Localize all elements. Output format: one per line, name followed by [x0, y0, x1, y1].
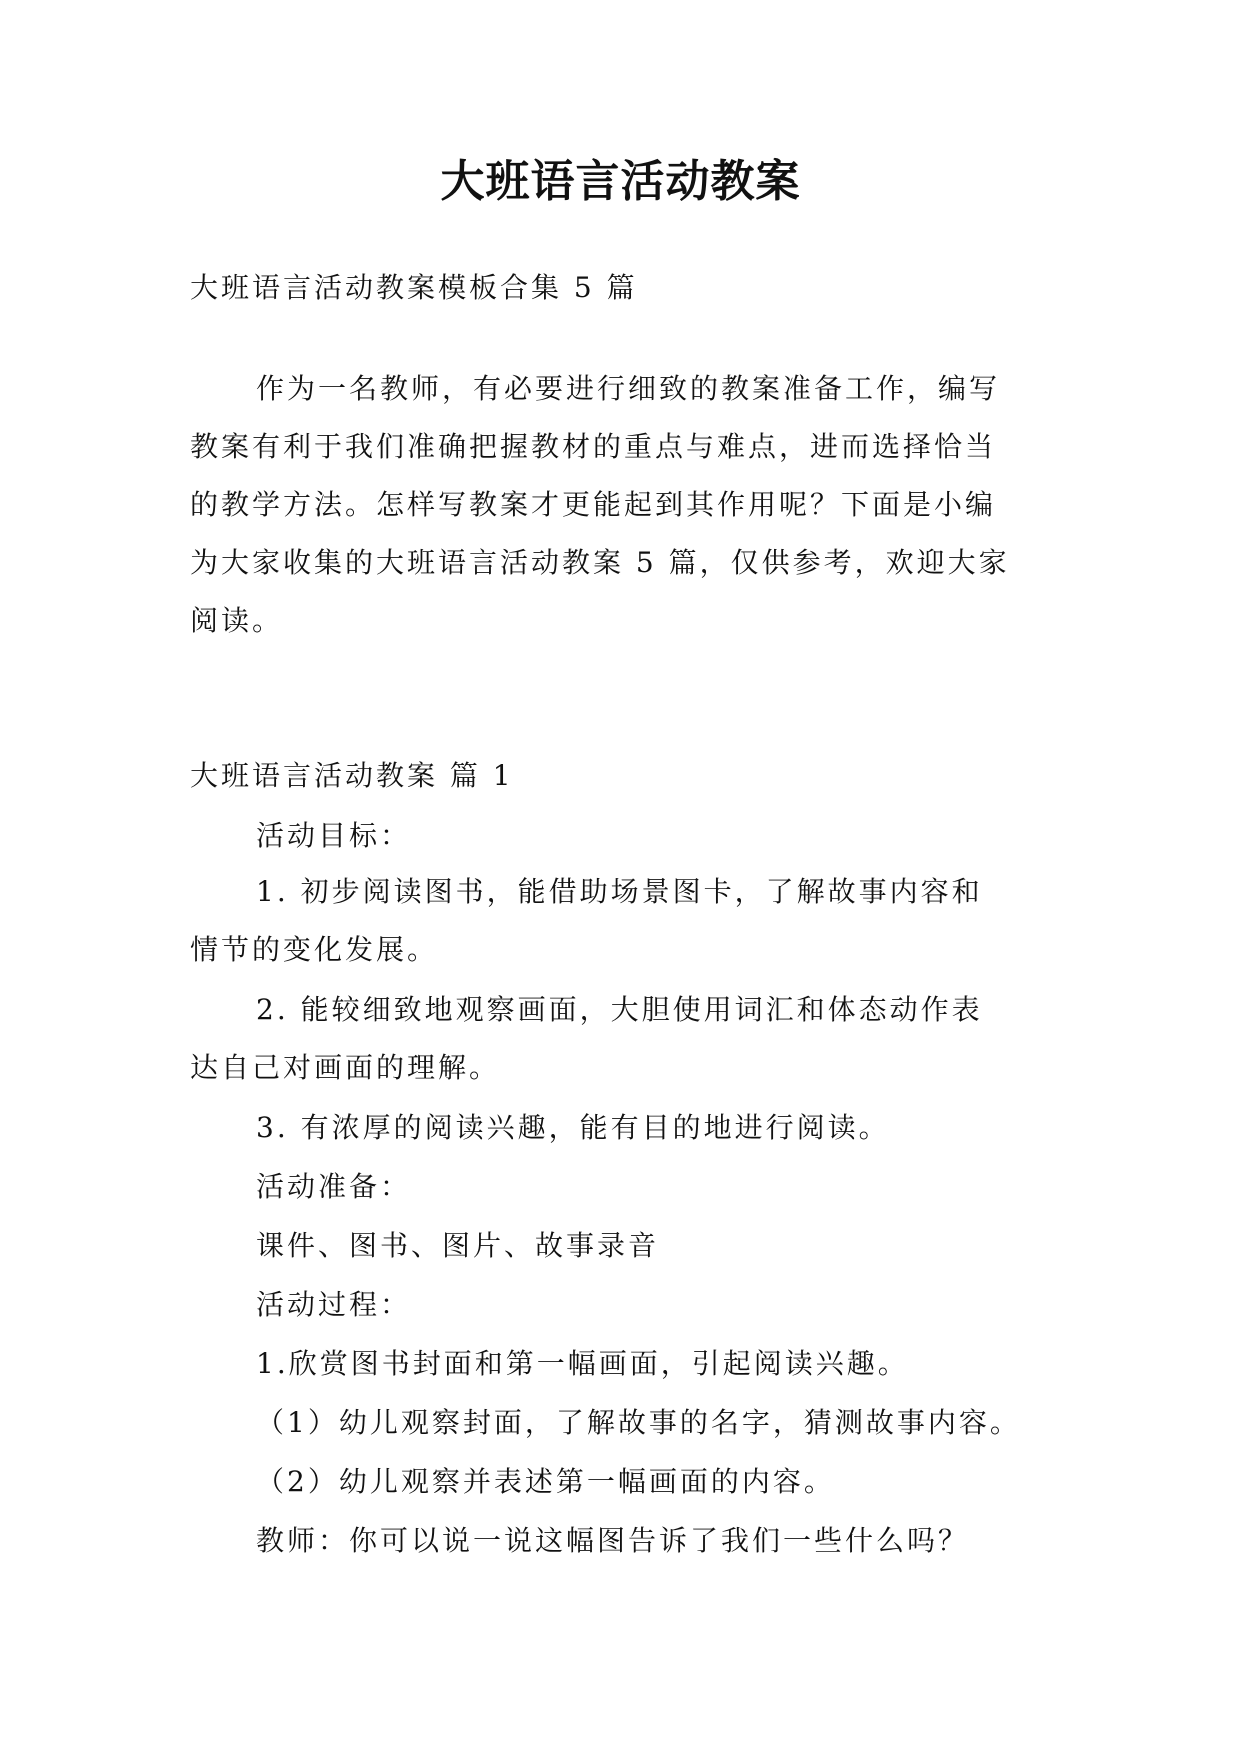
- goals-label: 活动目标：: [256, 819, 412, 852]
- document-title: 大班语言活动教案: [440, 156, 801, 207]
- goal-line: 2. 能较细致地观察画面，大胆使用词汇和体态动作表: [256, 993, 983, 1026]
- intro-line: 作为一名教师，有必要进行细致的教案准备工作，编写: [256, 372, 1001, 405]
- goal-3: 3. 有浓厚的阅读兴趣，能有目的地进行阅读。: [256, 1111, 890, 1144]
- goal-1: [190, 863, 1070, 979]
- intro-paragraph: [190, 360, 1070, 650]
- intro-line: 阅读。: [190, 604, 284, 637]
- process-step-1: 1.欣赏图书封面和第一幅画面，引起阅读兴趣。: [256, 1347, 909, 1380]
- prep-label: 活动准备：: [256, 1170, 412, 1203]
- process-label: 活动过程：: [256, 1288, 412, 1321]
- goal-line: 1. 初步阅读图书，能借助场景图卡，了解故事内容和: [256, 875, 983, 908]
- prep-items: 课件、图书、图片、故事录音: [256, 1229, 660, 1262]
- teacher-question: 教师：你可以说一说这幅图告诉了我们一些什么吗？: [256, 1524, 970, 1557]
- intro-line: 为大家收集的大班语言活动教案 5 篇，仅供参考，欢迎大家: [190, 546, 1010, 579]
- process-substep-2: （2）幼儿观察并表述第一幅画面的内容。: [256, 1465, 835, 1498]
- intro-line: 的教学方法。怎样写教案才更能起到其作用呢？下面是小编: [190, 488, 997, 521]
- goal-line: 情节的变化发展。: [190, 933, 439, 966]
- intro-line: 教案有利于我们准确把握教材的重点与难点，进而选择恰当: [190, 430, 997, 463]
- goal-line: 达自己对画面的理解。: [190, 1051, 501, 1084]
- process-substep-1: （1）幼儿观察封面，了解故事的名字，猜测故事内容。: [256, 1406, 1021, 1439]
- section-heading: 大班语言活动教案 篇 1: [190, 759, 514, 792]
- goal-2: [190, 981, 1070, 1097]
- document-subtitle: 大班语言活动教案模板合集 5 篇: [190, 271, 638, 304]
